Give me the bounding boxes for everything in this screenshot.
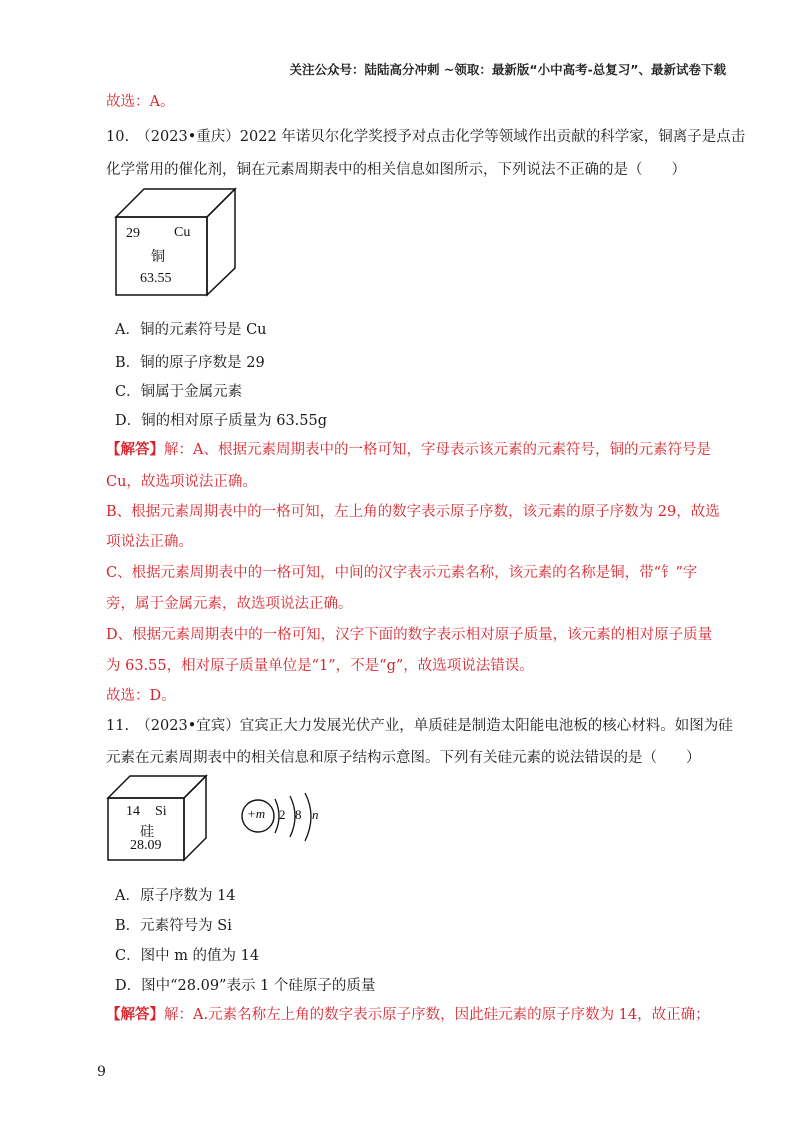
q11-stem-line2: 元素在元素周期表中的相关信息和原子结构示意图。下列有关硅元素的说法错误的是（ ）	[106, 750, 701, 766]
q11-cell-symbol: Si	[155, 804, 167, 819]
shell2-electrons: 8	[295, 807, 302, 822]
q11-analysis-tag: 【解答】	[106, 1006, 164, 1023]
q10-analysis-line4: 项说法正确。	[106, 534, 193, 550]
q11-option-a: A．原子序数为 14	[115, 888, 236, 904]
shell3-electrons: n	[312, 807, 319, 822]
q10-option-c: C．铜属于金属元素	[115, 384, 243, 400]
q10-analysis-line6: 旁，属于金属元素，故选项说法正确。	[106, 596, 353, 612]
q11-cell-name: 硅	[140, 825, 154, 840]
q10-analysis-text1: 解：A、根据元素周期表中的一格可知，字母表示该元素的元素符号，铜的元素符号是	[164, 442, 711, 458]
q11-option-d: D．图中“28.09”表示 1 个硅原子的质量	[115, 978, 376, 994]
q10-analysis-line5: C、根据元素周期表中的一格可知，中间的汉字表示元素名称，该元素的名称是铜，带“钅”字	[106, 565, 698, 581]
q11-element-cell-figure	[106, 774, 216, 864]
q10-cell-symbol: Cu	[174, 225, 191, 240]
q10-option-a: A．铜的元素符号是 Cu	[115, 322, 267, 338]
silicon-atom-structure-diagram	[238, 792, 330, 846]
q10-analysis-line3: B、根据元素周期表中的一格可知，左上角的数字表示原子序数，该元素的原子序数为 29，故选	[106, 504, 720, 520]
q11-cell-atomic-number: 14	[126, 804, 140, 819]
q10-analysis-line1	[106, 440, 711, 460]
q10-element-cell-figure	[114, 185, 244, 297]
q10-stem-line1: 10. （2023•重庆）2022 年诺贝尔化学奖授予对点击化学等领域作出贡献的科学家，铜离子是点击	[106, 129, 746, 145]
q10-stem-line2: 化学常用的催化剂，铜在元素周期表中的相关信息如图所示，下列说法不正确的是（ ）	[106, 162, 686, 178]
q11-cell-mass: 28.09	[130, 838, 162, 853]
q10-cell-atomic-number: 29	[126, 226, 140, 241]
q11-option-c: C．图中 m 的值为 14	[115, 948, 260, 964]
nucleus-charge-label: +m	[247, 806, 266, 821]
q10-analysis-line7: D、根据元素周期表中的一格可知，汉字下面的数字表示相对原子质量，该元素的相对原子质量	[106, 627, 713, 643]
page-number: 9	[97, 1064, 106, 1080]
previous-answer: 故选：A。	[106, 94, 175, 110]
q10-analysis-tag: 【解答】	[106, 441, 164, 458]
q10-analysis-line8: 为 63.55，相对原子质量单位是“1”，不是“g”，故选项说法错误。	[106, 658, 534, 674]
q10-cell-mass: 63.55	[140, 271, 172, 286]
q10-option-b: B．铜的原子序数是 29	[115, 355, 265, 371]
q10-answer: 故选：D。	[106, 688, 176, 704]
shell1-electrons: 2	[279, 807, 286, 822]
q11-option-b: B．元素符号为 Si	[115, 918, 232, 934]
q11-analysis-text1: 解：A.元素名称左上角的数字表示原子序数，因此硅元素的原子序数为 14，故正确；	[164, 1007, 710, 1023]
q10-analysis-line2: Cu，故选项说法正确。	[106, 474, 257, 490]
q11-stem-line1: 11. （2023•宜宾）宜宾正大力发展光伏产业，单质硅是制造太阳能电池板的核心材料。如图为硅	[106, 718, 733, 734]
page-header: 关注公众号：陆陆高分冲刺 ~领取：最新版“小中高考-总复习”、最新试卷下载	[289, 62, 726, 77]
q11-analysis-line1	[106, 1005, 710, 1025]
q10-cell-name: 铜	[151, 250, 165, 265]
q10-option-d: D．铜的相对原子质量为 63.55g	[115, 413, 328, 429]
